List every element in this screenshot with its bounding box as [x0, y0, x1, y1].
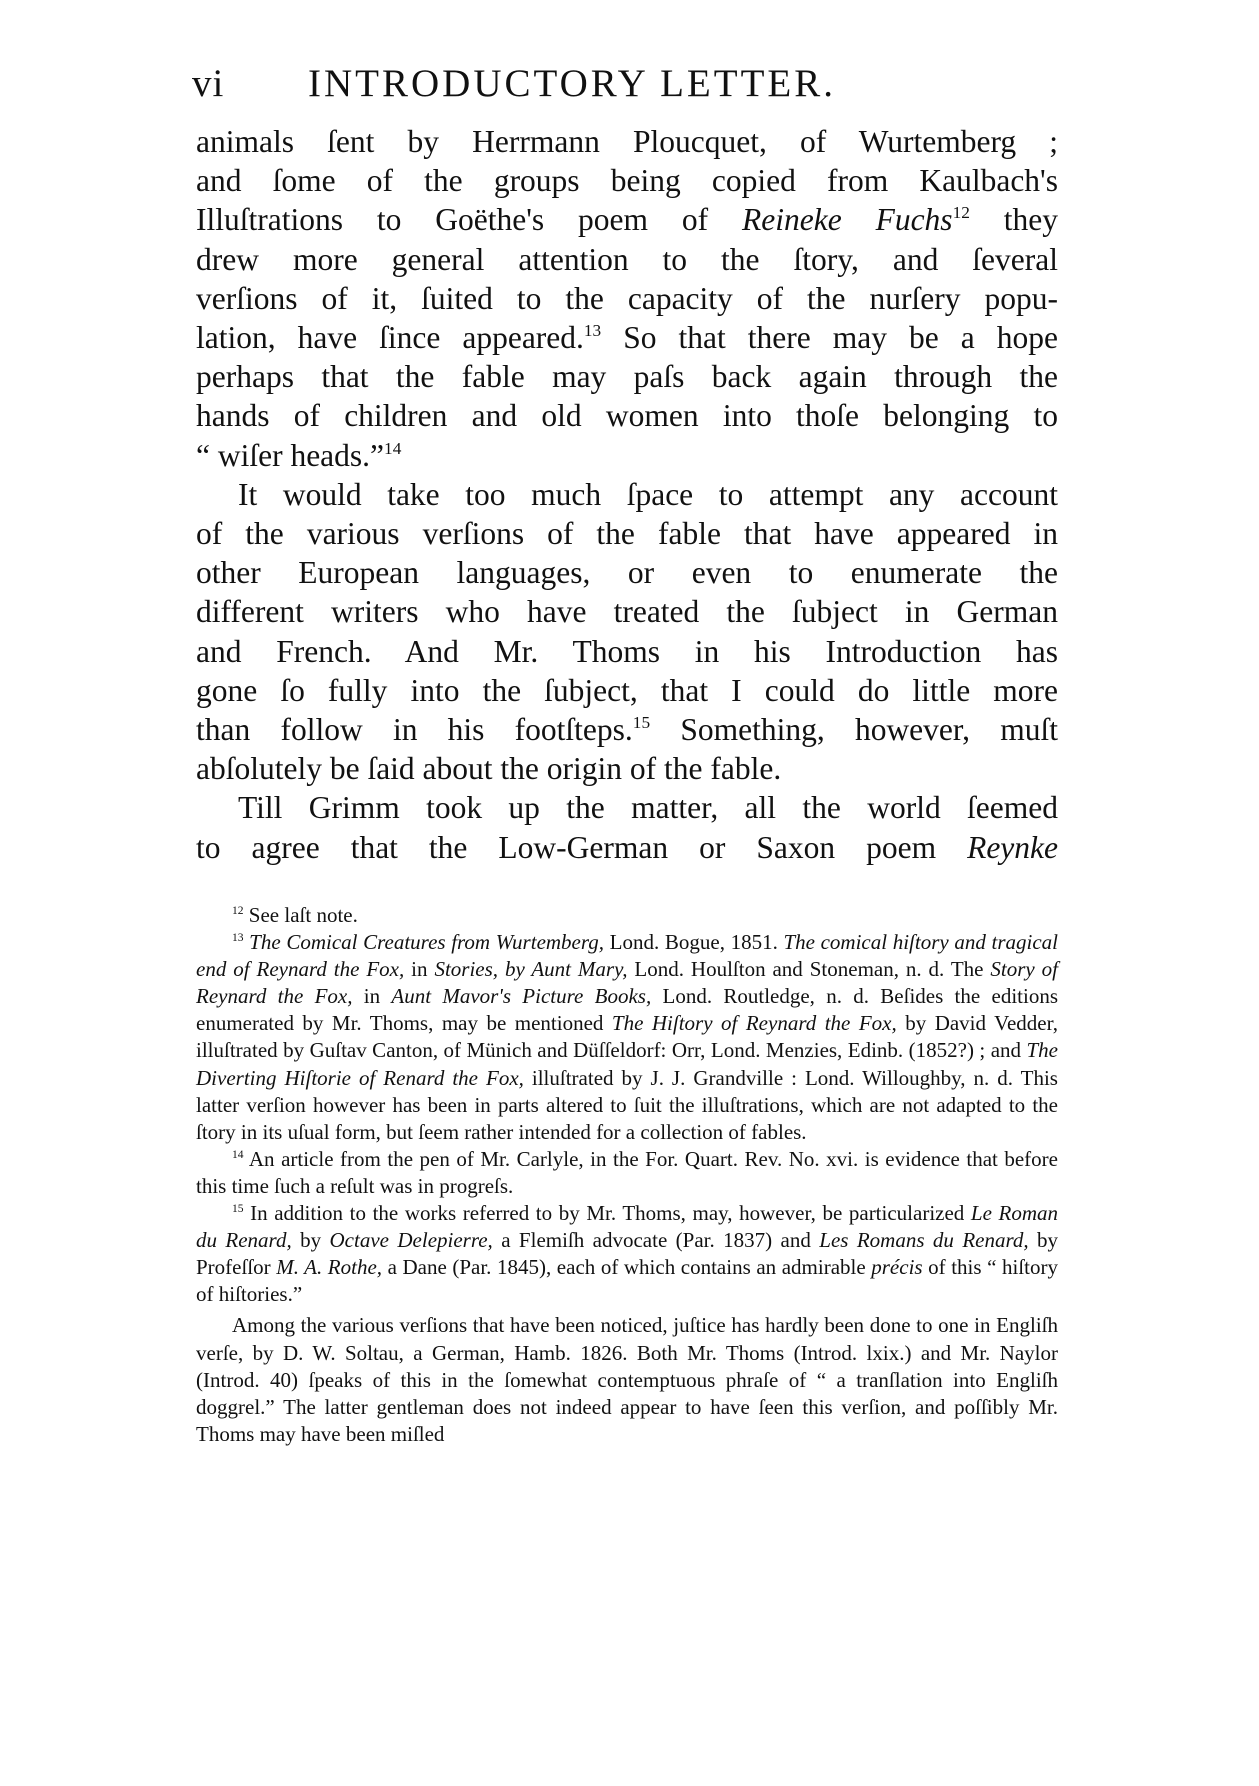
footnote-12: $^{12}$ See laſt note.: [232, 903, 358, 927]
footnote-continuation: Among the various verſions that have been noticed, juſtice has hardly been done to one in Engliſh verſe, by D. W. Soltau, a German, Hamb. 1826. Both Mr. Thoms (Introd. lxix.) and Mr. Naylor (Introd. 40) ſpeaks of this in the ſomewhat contemptuous phraſe of “ a tranſlation into Engliſh doggrel.” The latter gentleman does not indeed appear to have ſeen this verſion, and poſſibly Mr. Thoms may have been miſled: [196, 1313, 1058, 1446]
title-reineke-fuchs: Reineke Fuchs: [742, 202, 953, 238]
text-line: animals ſent by Herrmann Ploucquet, of Wurtemberg ;: [196, 124, 1058, 159]
footnote-14: $^{14}$ An article from the pen of Mr. Carlyle, in the For. Quart. Rev. No. xvi. is evidence that before this time ſuch a reſult was in progreſs.: [196, 1146, 1058, 1198]
text-line: gone ſo fully into the ſubject, that I could do little more: [196, 672, 1058, 708]
text-line: Illuſtrations to Goëthe's poem of Reineke Fuchs$^{12}$ they: [196, 202, 1059, 238]
running-header: [192, 62, 1072, 106]
text-line: and ſome of the groups being copied from Kaulbach's: [196, 163, 1058, 199]
paragraph-3: [196, 788, 1058, 866]
text-line: “ wiſer heads.”$^{14}$: [196, 437, 402, 473]
paragraph-2: [196, 475, 1058, 789]
title-reynke: Reynke: [967, 829, 1058, 865]
text-line: and French. And Mr. Thoms in his Introduction has: [196, 633, 1058, 669]
paragraph-1: [196, 122, 1058, 475]
footnote-number: 14: [232, 1148, 244, 1161]
text-line: to agree that the Low-German or Saxon poem Reynke: [196, 829, 1058, 865]
text-line: different writers who have treated the ſubject in German: [196, 594, 1058, 630]
text-line: perhaps that the fable may paſs back again through the: [196, 359, 1058, 395]
text-line: It would take too much ſpace to attempt any account: [238, 476, 1058, 512]
text-line: other European languages, or even to enumerate the: [196, 555, 1058, 591]
text-line: of the various verſions of the fable that have appeared in: [196, 516, 1058, 552]
text-line: Till Grimm took up the matter, all the world ſeemed: [238, 790, 1058, 826]
main-text: [196, 122, 1058, 867]
footnote-number: 12: [232, 904, 244, 917]
footnote-ref: 15: [632, 712, 651, 732]
text-line: drew more general attention to the ſtory, and ſeveral: [196, 241, 1058, 277]
text-line: hands of children and old women into thoſe belonging to: [196, 398, 1058, 434]
text-line: than follow in his footſteps.$^{15}$ Something, however, muſt: [196, 712, 1058, 748]
footnote-number: 15: [232, 1202, 244, 1215]
running-title: INTRODUCTORY LETTER.: [308, 62, 836, 105]
footnote-ref: 13: [583, 320, 602, 340]
footnote-13: $^{13}$ The Comical Creatures from Wurtemberg, Lond. Bogue, 1851. The comical hiſtory and tragical end of Reynard the Fox, in Stories, by Aunt Mary, Lond. Houlſton and Stoneman, n. d. The Story of Reynard the Fox, in Aunt Mavor's Picture Books, Lond. Routledge, n. d. Beſides the editions enumerated by Mr. Thoms, may be mentioned The Hiſtory of Reynard the Fox, by David Vedder, illuſtrated by Guſtav Canton, of Münich and Düſſeldorf: Orr, Lond. Menzies, Edinb. (1852?) ; and The Diverting Hiſtorie of Renard the Fox, illuſtrated by J. J. Grandville : Lond. Willoughby, n. d. This latter verſion however has been in parts altered to ſuit the illuſtrations, which are not adapted to the ſtory in its uſual form, but ſeem rather intended for a collection of fables.: [196, 930, 1059, 1144]
footnotes: [196, 902, 1058, 1448]
footnote-ref: 14: [384, 438, 402, 458]
page-number: vi: [192, 62, 225, 105]
text-line: lation, have ſince appeared.$^{13}$ So that there may be a hope: [196, 320, 1058, 356]
text-line: verſions of it, ſuited to the capacity of the nurſery popu-: [196, 280, 1058, 316]
footnote-number: 13: [232, 932, 244, 945]
footnote-ref: 12: [952, 203, 970, 223]
text-line: abſolutely be ſaid about the origin of the fable.: [196, 751, 782, 787]
footnote-15: $^{15}$ In addition to the works referred to by Mr. Thoms, may, however, be particularized Le Roman du Renard, by Octave Delepierre, a Flemiſh advocate (Par. 1837) and Les Romans du Renard, by Profeſſor M. A. Rothe, a Dane (Par. 1845), each of which contains an admirable précis of this “ hiſtory of hiſtories.”: [196, 1201, 1059, 1307]
